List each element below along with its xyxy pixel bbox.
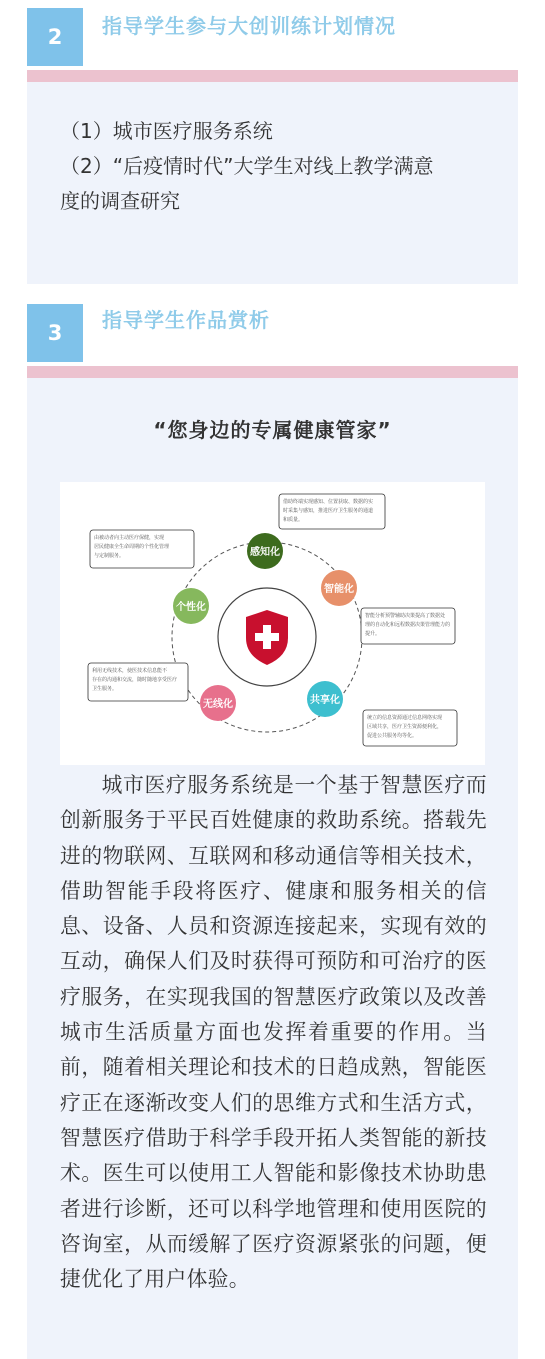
note-text: 时采集与感知，推进医疗卫生服务的通道 [283, 508, 374, 514]
section-number-badge [27, 304, 83, 362]
note-text: 理的自动化和远程数据决策管理能力的 [365, 622, 451, 628]
node-label: 智能化 [324, 584, 354, 595]
note-text: 借助终端实现感知、位置获取、数据的实 [283, 499, 374, 505]
section-number: 3 [47, 321, 63, 345]
node-label: 无线化 [203, 699, 233, 710]
work-title: “您身边的专属健康管家” [153, 418, 392, 442]
note-text: 居民健康全生命周期的个性化管理 [94, 544, 170, 550]
section-title: 指导学生参与大创训练计划情况 [102, 14, 396, 38]
note-text: 与定制服务。 [94, 553, 125, 559]
section-number-badge [27, 8, 83, 66]
diagram-svg [60, 482, 485, 765]
note-text: 由被动者向主动医疗保健，实现 [94, 535, 165, 541]
section-number: 2 [47, 25, 63, 49]
section-title: 指导学生作品赏析 [102, 308, 270, 332]
note-text: 存在的沟通和交流，随时随地享受医疗 [92, 677, 178, 683]
note-text: 智能分析预警辅助决策提高了数据处 [365, 613, 446, 619]
project-item: （2）“后疫情时代”大学生对线上教学满意 [60, 154, 434, 178]
note-text: 利用无线技术，使医技术信息能不 [92, 668, 168, 674]
note-text: 卫生服务。 [92, 686, 118, 692]
note-text: 提升。 [365, 631, 381, 637]
node-label: 感知化 [250, 547, 280, 558]
project-list [60, 114, 500, 219]
note-text: 统立的信息资源通过信息网络实现 [367, 715, 443, 721]
note-text: 区域共享，医疗卫生资源便利化， [367, 724, 443, 730]
system-diagram [60, 482, 485, 765]
cross-icon-bar [255, 633, 279, 641]
project-item: （1）城市医疗服务系统 [60, 119, 273, 143]
section-divider [27, 366, 518, 378]
note-text: 和质量。 [283, 517, 304, 523]
section-divider [27, 70, 518, 82]
project-item: 度的调查研究 [60, 189, 180, 213]
node-label: 个性化 [176, 602, 206, 613]
description-paragraph: 城市医疗服务系统是一个基于智慧医疗而创新服务于平民百姓健康的救助系统。搭载先进的物联网、互联网和移动通信等相关技术，借助智能手段将医疗、健康和服务相关的信息、设备、人员和资源连接起来，实现有效的互动，确保人们及时获得可预防和可治疗的医疗服务，在实现我国的智慧医疗政策以及改善城市生活质量方面也发挥着重要的作用。当前，随着相关理论和技术的日趋成熟，智能医疗正在逐渐改变人们的思维方式和生活方式，智慧医疗借助于科学手段开拓人类智能的新技术。医生可以使用工人智能和影像技术协助患者进行诊断，还可以科学地管理和使用医院的咨询室，从而缓解了医疗资源紧张的问题，便捷优化了用户体验。 [60, 773, 487, 1292]
note-text: 促进公共服务均等化。 [367, 733, 418, 739]
node-label: 共享化 [310, 695, 340, 706]
